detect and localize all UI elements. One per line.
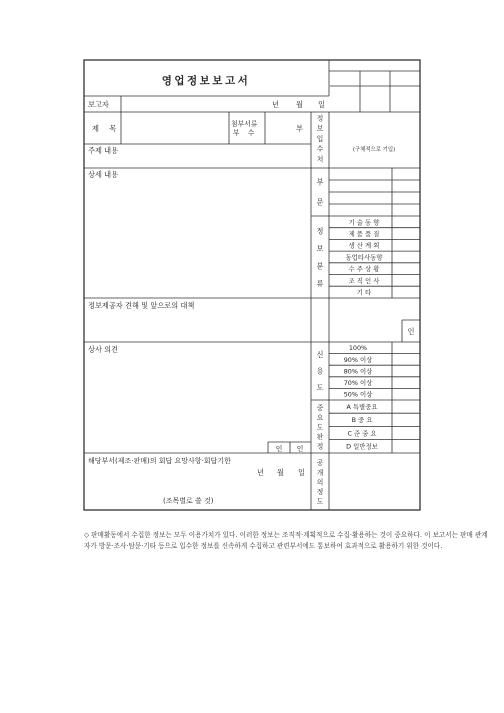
info-category-item: 기 술 동 향 xyxy=(348,218,380,227)
supervisor-opinion-label: 상사 의견 xyxy=(88,345,119,354)
info-category-item: 기 타 xyxy=(356,288,372,297)
reply-date-year: 년 xyxy=(257,468,264,477)
reliability-label-char: 용 xyxy=(316,366,324,376)
reliability-item: 50% 이상 xyxy=(343,390,373,399)
info-category-label-char: 정 xyxy=(316,226,324,236)
main-content-label: 주제 내용 xyxy=(88,146,119,155)
reliability-label-char: 신 xyxy=(316,349,324,359)
subject-label: 제 목 xyxy=(92,124,121,133)
provider-seal: 인 xyxy=(407,327,415,336)
date-year: 년 xyxy=(272,100,279,109)
attachments-count-label: 부 수 xyxy=(233,129,258,137)
reply-label: 해당부서(제조·판매)의 회답 요망사항·회답기한 xyxy=(88,457,231,465)
supervisor-seal-2: 인 xyxy=(296,445,304,453)
form-title: 영업정보보고서 xyxy=(161,75,251,87)
disclosure-label-char: 개 xyxy=(316,468,324,477)
info-category-item: 동업타사동향 xyxy=(345,253,383,262)
reliability-label-char: 도 xyxy=(316,383,324,393)
date-day: 일 xyxy=(318,100,325,109)
importance-item: D 일반정보 xyxy=(346,442,378,451)
itemize-note: (조목별로 쓸 것) xyxy=(163,497,214,505)
provider-opinion-label: 정보제공자 견해 및 앞으로의 대책 xyxy=(88,301,195,310)
disclosure-label-char: 정 xyxy=(316,488,324,496)
attachments-label: 첨부서류 xyxy=(231,120,258,128)
reliability-item: 80% 이상 xyxy=(343,367,373,376)
importance-item: A 특별중요 xyxy=(346,403,378,411)
info-category-item: 생 산 계 획 xyxy=(348,241,380,250)
disclosure-label-char: 도 xyxy=(316,497,324,506)
importance-label-char: 중 xyxy=(316,404,324,413)
copies-unit: 부 xyxy=(296,124,303,133)
reliability-item: 100% xyxy=(348,344,368,353)
reporter-label: 보고자 xyxy=(88,100,109,109)
importance-item: C 준 중 요 xyxy=(347,429,377,438)
importance-label-char: 도 xyxy=(316,423,324,432)
importance-label-char: 판 xyxy=(316,433,324,441)
reliability-item: 90% 이상 xyxy=(343,355,373,364)
importance-item: B 중 요 xyxy=(351,416,373,425)
reply-date-month: 월 xyxy=(277,468,284,477)
info-source-label: 정 보 입 수 처 xyxy=(316,114,324,164)
disclosure-label-char: 공 xyxy=(316,459,324,468)
importance-list xyxy=(329,402,420,451)
department-label-char: 부 xyxy=(316,177,324,187)
info-category-item: 제 품 품 질 xyxy=(348,229,380,238)
info-category-item: 수 주 상 황 xyxy=(348,265,380,274)
reliability-label xyxy=(317,350,324,392)
detail-content-label: 상세 내용 xyxy=(88,170,119,179)
disclosure-label-char: 의 xyxy=(316,478,324,487)
info-category-label-char: 분 xyxy=(316,261,324,271)
importance-label-char: 정 xyxy=(316,442,324,451)
info-category-list xyxy=(329,216,420,298)
department-label-char: 문 xyxy=(316,197,324,207)
department-label xyxy=(317,178,324,207)
importance-label-char: 요 xyxy=(316,413,324,422)
footnote: ◇ 판매활동에서 수집한 정보는 모두 이용가치가 있다. 이러한 정보는 조직적·계획적으로 수집·활용하는 것이 중요하다. 이 보고서는 판매 관계자가 방문·조사·탐문·기타 등으로 입수한 정보를 신속하게 수집하고 관련부서에도 통보하여 효과적으로 활용하기 위한 것이다. xyxy=(84,531,488,550)
date-month: 월 xyxy=(296,100,303,109)
info-category-label-char: 류 xyxy=(316,278,324,288)
reliability-list xyxy=(311,344,420,400)
importance-label xyxy=(317,403,324,450)
disclosure-label xyxy=(317,459,324,505)
info-source-hint: (구체적으로 기입) xyxy=(352,147,396,153)
info-category-label xyxy=(317,226,324,287)
info-category-item: 조 직 인 사 xyxy=(348,276,380,285)
supervisor-seal-1: 인 xyxy=(275,445,283,453)
info-category-label-char: 보 xyxy=(316,243,324,253)
reliability-item: 70% 이상 xyxy=(343,379,373,387)
reply-date-day: 일 xyxy=(298,468,305,477)
